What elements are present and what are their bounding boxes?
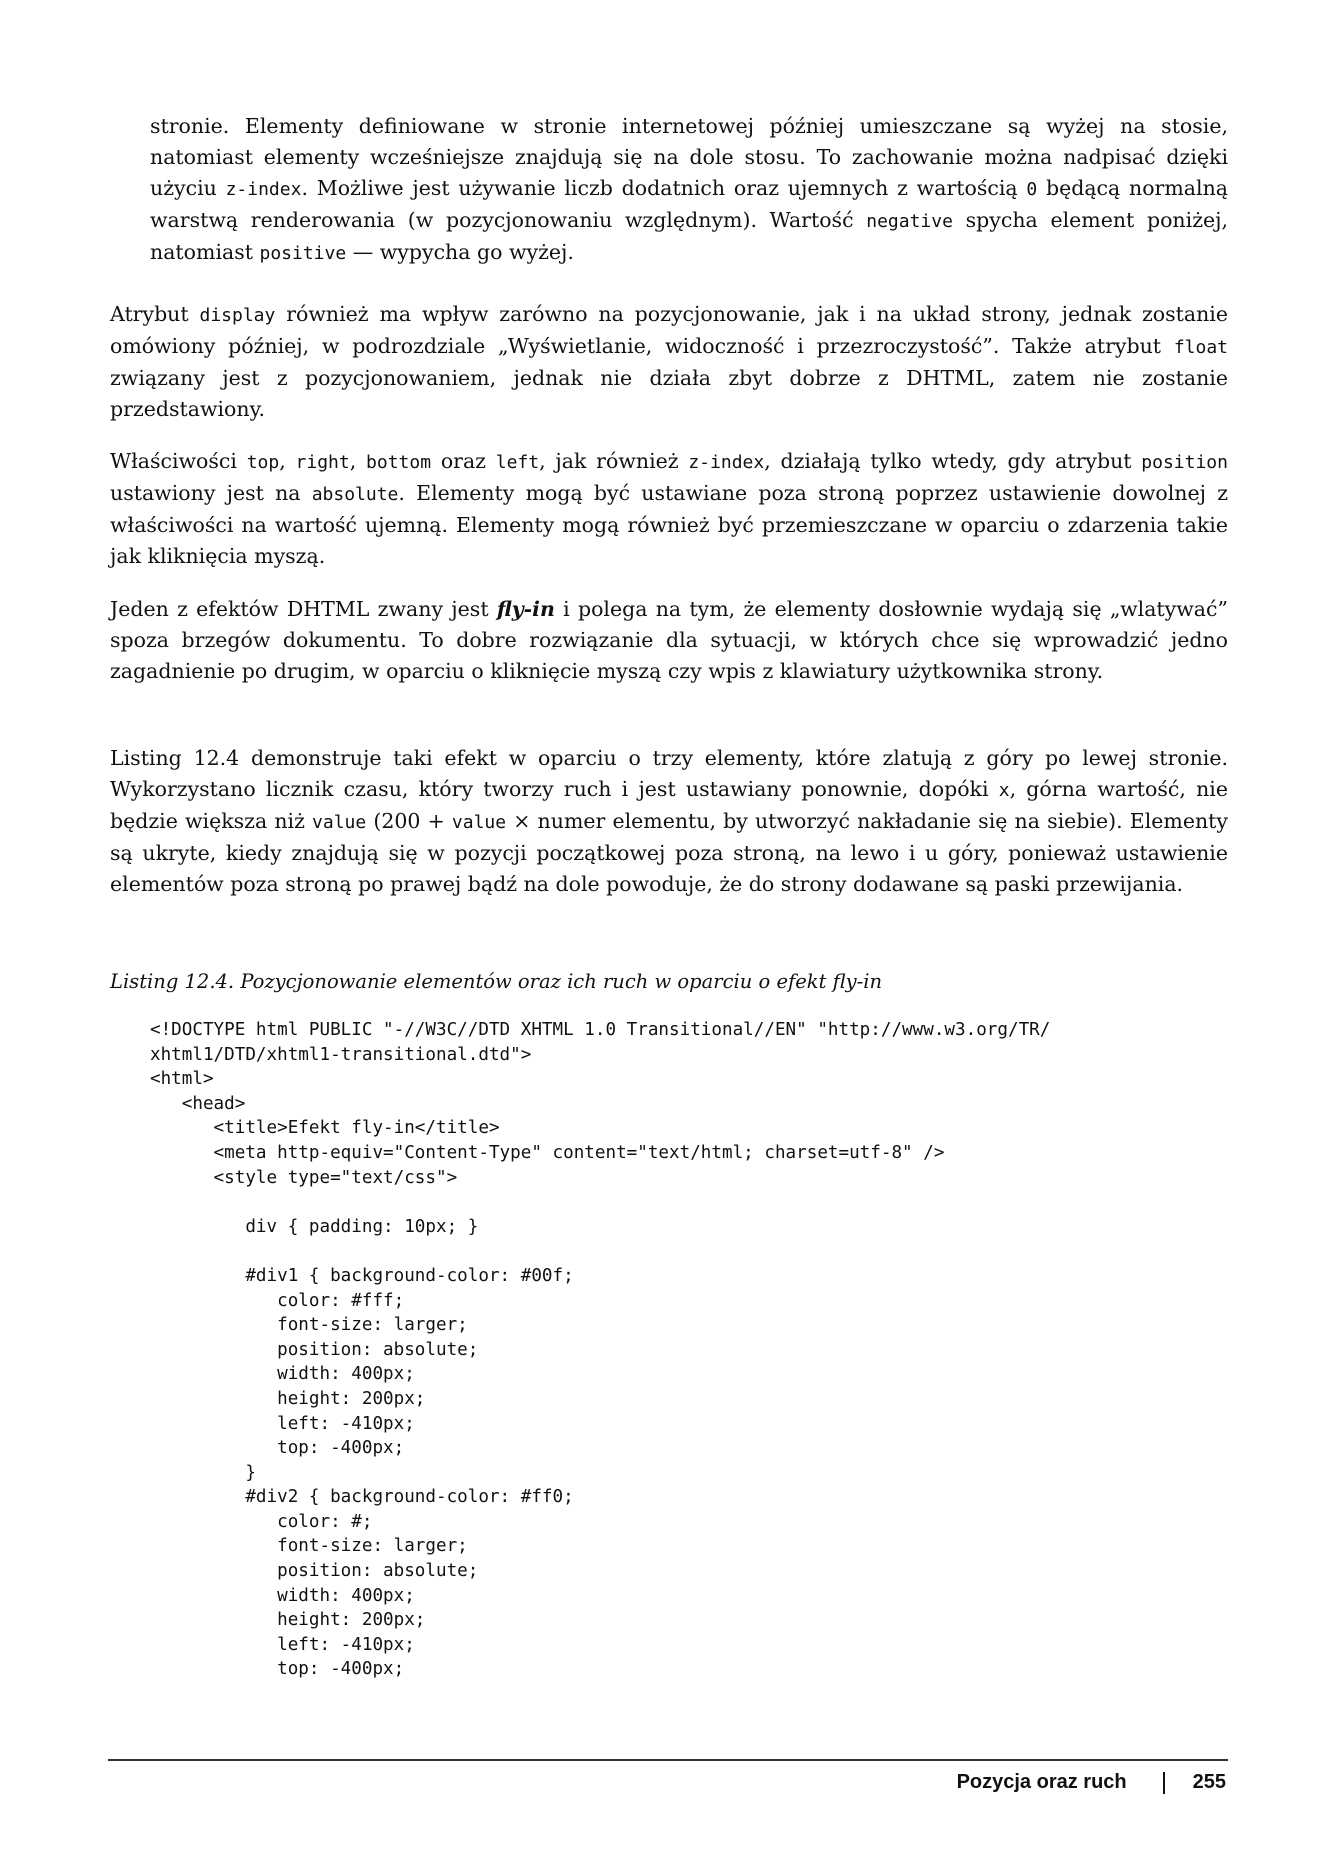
footer-separator xyxy=(1163,1772,1165,1794)
page-footer xyxy=(957,1771,1226,1794)
inline-code: positive xyxy=(259,243,347,264)
paragraph-position-properties: Właściwości top, right, bottom oraz left, jak również z-index, działają tylko wtedy, gdy atrybut position ustawiony jest na absolute. Elementy mogą być ustawiane poza stroną poprzez ustawienie dowolnej z właściwości na wartość ujemną. Elementy mogą również być przemieszczane w oparciu o zdarzenia takie jak kliknięcia myszą. xyxy=(110,449,1228,568)
inline-code: float xyxy=(1173,337,1228,358)
inline-code: z-index xyxy=(225,179,302,200)
paragraph-display-attribute: Atrybut display również ma wpływ zarówno na pozycjonowanie, jak i na układ strony, jednak zostanie omówiony później, w podrozdziale „Wyświetlanie, widoczność i przezroczystość”. Także atrybut float związany jest z pozycjonowaniem, jednak nie działa zbyt dobrze z DHTML, zatem nie zostanie przedstawiony. xyxy=(110,302,1228,421)
inline-code: top xyxy=(246,452,280,473)
inline-code: absolute xyxy=(311,484,399,505)
inline-code: left xyxy=(495,452,540,473)
inline-code: right xyxy=(295,452,350,473)
inline-code: value xyxy=(312,812,367,833)
paragraph-listing-description: Listing 12.4 demonstruje taki efekt w oparciu o trzy elementy, które zlatują z góry po lewej stronie. Wykorzystano licznik czasu, który tworzy ruch i jest ustawiany ponownie, dopóki x, górna wartość, nie będzie większa niż value (200 + value × numer elementu, by utworzyć nakładanie się na siebie). Elementy są ukryte, kiedy znajdują się w pozycji początkowej poza stroną, na lewo i u góry, ponieważ ustawienie elementów poza stroną po prawej bądź na dole powoduje, że do strony dodawane są paski przewijania. xyxy=(110,746,1228,896)
emphasis-term: fly-in xyxy=(496,597,555,621)
page-number: 255 xyxy=(1192,1771,1226,1793)
footer-rule xyxy=(108,1759,1228,1761)
inline-code: z-index xyxy=(688,452,765,473)
footer-section-title: Pozycja oraz ruch xyxy=(956,1771,1127,1793)
code-listing: <!DOCTYPE html PUBLIC "-//W3C//DTD XHTML 1.0 Transitional//EN" "http://www.w3.org/TR/ xhtml1/DTD/xhtml1-transitional.dtd"> <html> <head> <title>Efekt fly-in</title> <meta http-equiv="Content-Type" content="text/html; charset=utf-8" /> <style type="text/css"> div { padding: 10px; } #div1 { background-color: #00f; color: #fff; font-size: larger; position: absolute; width: 400px; height: 200px; left: -410px; top: -400px; } #div2 { background-color: #ff0; color: #; font-size: larger; position: absolute; width: 400px; height: 200px; left: -410px; top: -400px; xyxy=(150,1020,1051,1680)
inline-code: display xyxy=(199,305,276,326)
intro-paragraph: stronie. Elementy definiowane w stronie internetowej później umieszczane są wyżej na stosie, natomiast elementy wcześniejsze znajdują się na dole stosu. To zachowanie można nadpisać dzięki użyciu z-index. Możliwe jest używanie liczb dodatnich oraz ujemnych z wartością 0 będącą normalną warstwą renderowania (w pozycjonowaniu względnym). Wartość negative spycha element poniżej, natomiast positive — wypycha go wyżej. xyxy=(150,114,1228,264)
inline-code: position xyxy=(1141,452,1228,473)
listing-caption: Listing 12.4. Pozycjonowanie elementów oraz ich ruch w oparciu o efekt fly-in xyxy=(110,970,883,993)
inline-code: negative xyxy=(866,211,953,232)
inline-code: 0 xyxy=(1026,179,1038,200)
paragraph-fly-in: Jeden z efektów DHTML zwany jest fly-in i polega na tym, że elementy dosłownie wydają się „wlatywać” spoza brzegów dokumentu. To dobre rozwiązanie dla sytuacji, w których chce się wprowadzić jedno zagadnienie po drugim, w oparciu o kliknięcie myszą czy wpis z klawiatury użytkownika strony. xyxy=(110,597,1228,683)
inline-code: x xyxy=(998,780,1010,801)
inline-code: value xyxy=(451,812,507,833)
inline-code: bottom xyxy=(366,452,432,473)
